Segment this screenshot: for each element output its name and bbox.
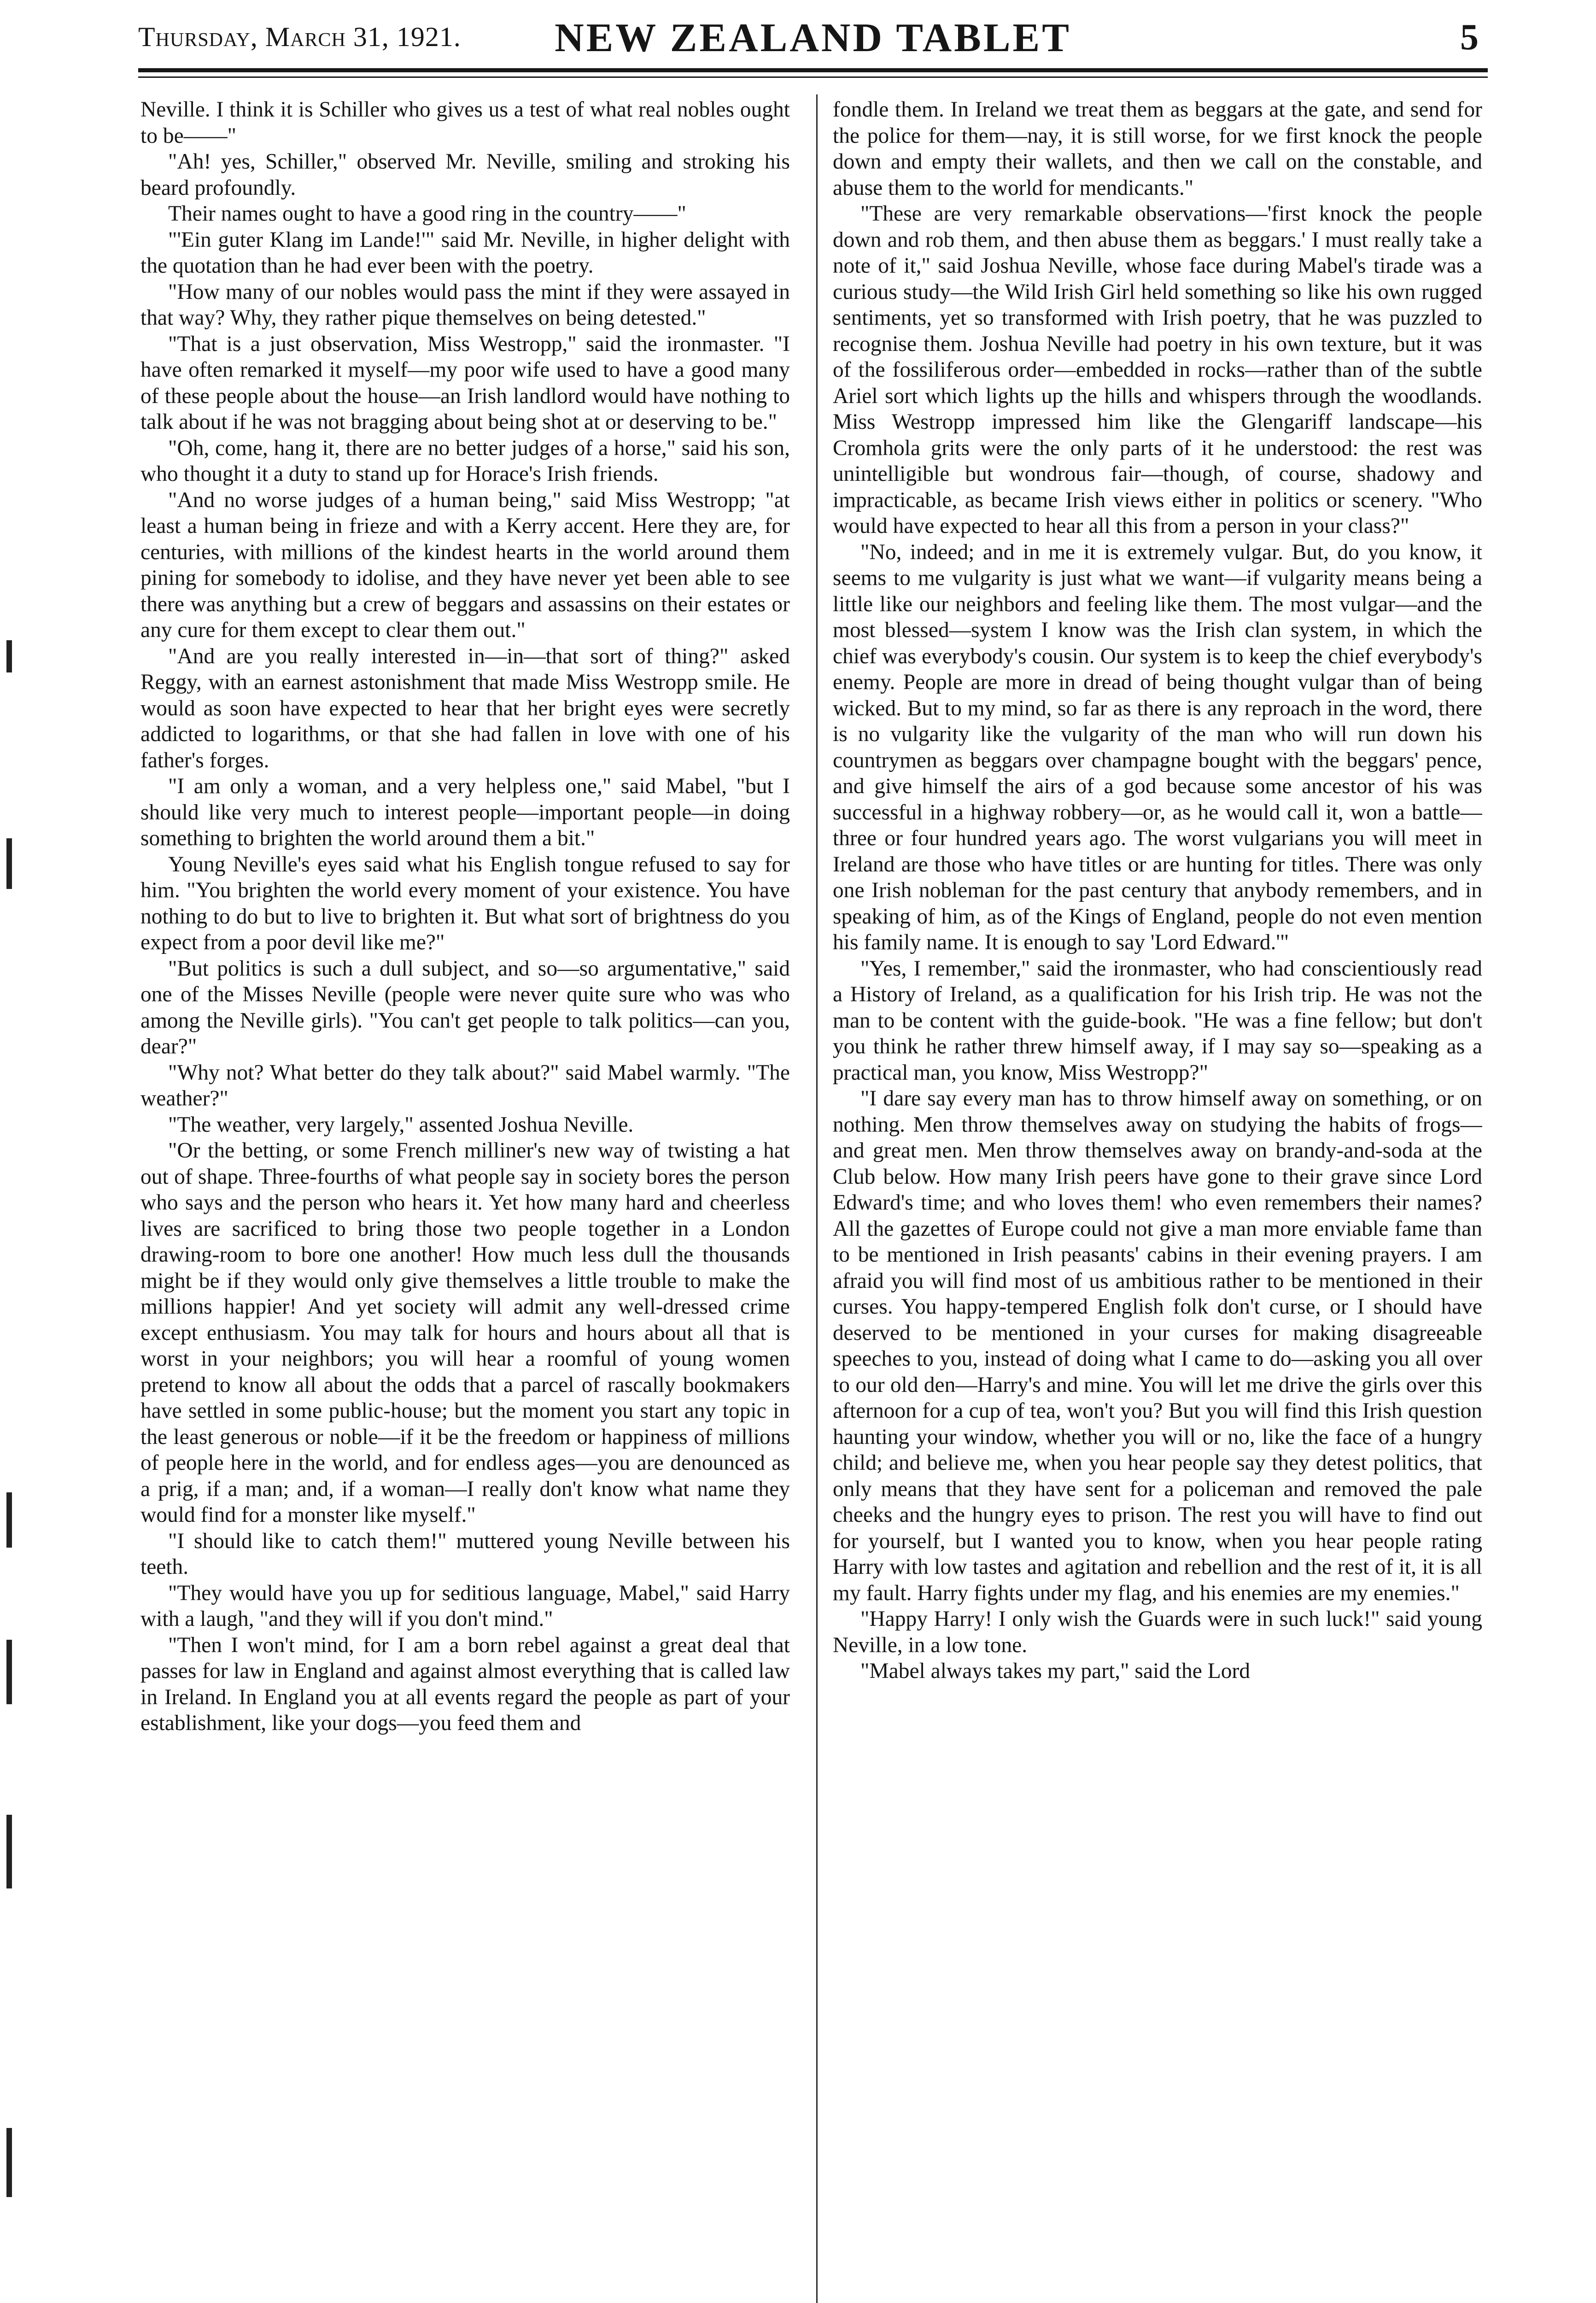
newspaper-title: NEW ZEALAND TABLET <box>555 16 1071 60</box>
left-column <box>140 97 790 2303</box>
paragraph: "Yes, I remember," said the ironmaster, who had conscientiously read a History of Ireland, as a qualification for his Irish trip. He was not the man to be content with the guide-book. "He was a fine fellow; but don't you think he rather threw himself away, if I may say so—speaking as a practical man, you know, Miss Westropp?" <box>833 956 1482 1085</box>
column-divider <box>816 94 818 2303</box>
scan-margin-mark <box>6 1815 12 1888</box>
scan-margin-mark <box>6 1492 12 1548</box>
page-number: 5 <box>1460 17 1479 58</box>
paragraph: "And no worse judges of a human being," said Miss Westropp; "at least a human being in frieze and with a Kerry accent. Here they are, for centuries, with millions of the kindest hearts in the world around them pining for somebody to idolise, and they have never yet been able to see there was anything but a crew of beggars and assassins on their estates or any cure for them except to clear them out." <box>140 488 790 642</box>
paragraph: "How many of our nobles would pass the mint if they were assayed in that way? Why, they rather pique themselves on being detested." <box>140 280 790 330</box>
masthead-rule-thick <box>138 68 1488 72</box>
paragraph: "But politics is such a dull subject, and so—so argumentative," said one of the Misses Neville (people were never quite sure who was who among the Neville girls). "You can't get people to talk politics—can you, dear?" <box>140 956 790 1058</box>
paragraph: fondle them. In Ireland we treat them as beggars at the gate, and send for the police for them—nay, it is still worse, for we first knock the people down and empty their wallets, and then we call on the constable, and abuse them to the world for mendicants." <box>833 98 1482 200</box>
paragraph: "Ah! yes, Schiller," observed Mr. Neville, smiling and stroking his beard profoundly. <box>140 150 790 200</box>
paragraph: "Mabel always takes my part," said the Lord <box>860 1659 1251 1683</box>
paragraph: Their names ought to have a good ring in the country——" <box>168 202 686 226</box>
paragraph: "'Ein guter Klang im Lande!'" said Mr. Neville, in higher delight with the quotation than he had ever been with the poetry. <box>140 228 790 278</box>
scan-margin-mark <box>6 2128 12 2197</box>
paragraph: "Then I won't mind, for I am a born rebel against a great deal that passes for law in England and against almost everything that is called law in Ireland. In England you at all events regard the people as part of your establishment, like your dogs—you feed them and <box>140 1633 790 1735</box>
scan-margin-mark <box>6 838 12 889</box>
paragraph: Neville. I think it is Schiller who gives us a test of what real nobles ought to be——" <box>140 98 790 148</box>
scan-margin-mark <box>6 640 12 672</box>
paragraph: Young Neville's eyes said what his English tongue refused to say for him. "You brighten the world every moment of your existence. You have nothing to do but to live to brighten it. But what sort of brightness do you expect from a poor devil like me?" <box>140 852 790 954</box>
paragraph: "And are you really interested in—in—that sort of thing?" asked Reggy, with an earnest astonishment that made Miss Westropp smile. He would as soon have expected to hear that her bright eyes were secretly addicted to logarithms, or that she had fallen in love with one of his father's forges. <box>140 644 790 772</box>
paragraph: "I dare say every man has to throw himself away on something, or on nothing. Men throw themselves away on studying the habits of frogs—and great men. Men throw themselves away on brandy-and-soda at the Club below. How many Irish peers have gone to their grave since Lord Edward's time; and who loves them! who even remembers their names? All the gazettes of Europe could not give a man more enviable fame than to be mentioned in Irish peasants' cabins in their evening prayers. I am afraid you will find most of us ambitious rather to be mentioned in their curses. You happy-tempered English folk don't curse, or I should have deserved to be mentioned in your curses for making disagreeable speeches to you, instead of doing what I came to do—asking you all over to our old den—Harry's and mine. You will let me drive the girls over this afternoon for a cup of tea, won't you? But you will find this Irish question haunting your window, whether you will or no, like the face of a hungry child; and believe me, when you hear people say they detest politics, that only means that they have sent for a policeman and removed the pale cheeks and the hungry eyes to prison. The rest you will have to find out for yourself, but I wanted you to know, when you hear people rating Harry with low tastes and agitation and rebellion and the rest of it, it is all my fault. Harry fights under my flag, and his enemies are my enemies." <box>833 1087 1482 1605</box>
paragraph: "These are very remarkable observations—'first knock the people down and rob them, and then abuse them as beggars.' I must really take a note of it," said Joshua Neville, whose face during Mabel's tirade was a curious study—the Wild Irish Girl held something so like his own rugged sentiments, yet so transformed with Irish poetry, that he was puzzled to recognise them. Joshua Neville had poetry in his own texture, but it was of the fossiliferous order—embedded in rocks—rather than of the subtle Ariel sort which lights up the hills and whispers through the woodlands. Miss Westropp impressed him like the Glengariff landscape—his Cromhola grits were the only parts of it he understood: the rest was unintelligible but wondrous fair—though, of course, shadowy and impracticable, as became Irish views either in politics or scenery. "Who would have expected to hear all this from a person in your class?" <box>833 202 1482 538</box>
paragraph: "I am only a woman, and a very helpless one," said Mabel, "but I should like very much to interest people—important people—in doing something to brighten the world around them a bit." <box>140 774 790 850</box>
paragraph: "Or the betting, or some French milliner's new way of twisting a hat out of shape. Three-fourths of what people say in society bores the person who says and the person who hears it. Yet how many hard and cheerless lives are sacrificed to bring those two people together in a London drawing-room to bore one another! How much less dull the thousands might be if they would only give themselves a little trouble to make the millions happier! And yet society will admit any well-dressed crime except enthusiasm. You may talk for hours and hours about all that is worst in your neighbors; you will hear a roomful of young women pretend to know all about the odds that a parcel of rascally bookmakers have settled in some public-house; but the moment you start any topic in the least generous or noble—if it be the freedom or happiness of millions of people here in the world, and for endless ages—you are denounced as a prig, if a man; and, if a woman—I really don't know what name they would find for a monster like myself." <box>140 1139 790 1527</box>
paragraph: "They would have you up for seditious language, Mabel," said Harry with a laugh, "and they will if you don't mind." <box>140 1581 790 1631</box>
paragraph: "Oh, come, hang it, there are no better judges of a horse," said his son, who thought it a duty to stand up for Horace's Irish friends. <box>140 436 790 486</box>
paragraph: "The weather, very largely," assented Joshua Neville. <box>168 1112 634 1137</box>
right-column <box>833 97 1482 2303</box>
paragraph: "That is a just observation, Miss Westropp," said the ironmaster. "I have often remarked it myself—my poor wife used to have a good many of these people about the house—an Irish landlord would have nothing to talk about if he was not bragging about being shot at or deserving to be." <box>140 332 790 434</box>
paragraph: "Why not? What better do they talk about?" said Mabel warmly. "The weather?" <box>140 1060 790 1111</box>
paragraph: "Happy Harry! I only wish the Guards were in such luck!" said young Neville, in a low tone. <box>833 1607 1482 1657</box>
scan-margin-mark <box>6 1640 12 1704</box>
paragraph: "I should like to catch them!" muttered young Neville between his teeth. <box>140 1529 790 1579</box>
issue-date: Thursday, March 31, 1921. <box>138 22 461 52</box>
paragraph: "No, indeed; and in me it is extremely vulgar. But, do you know, it seems to me vulgarity is just what we want—if vulgarity means being a little like our neighbors and feeling like them. The most vulgar—and the most blessed—system I know was the Irish clan system, in which the chief was everybody's cousin. Our system is to keep the chief everybody's enemy. People are more in dread of being thought vulgar than of being wicked. But to my mind, so far as there is any reproach in the word, there is no vulgarity like the vulgarity of the man who will run down his countrymen as beggars over champagne bought with the beggars' pence, and give himself the airs of a god because some ancestor of his was successful in a highway robbery—or, as he would call it, won a battle—three or four hundred years ago. The worst vulgarians you will meet in Ireland are those who have titles or are hunting for titles. There was only one Irish nobleman for the past century that anybody remembers, and in speaking of him, as of the Kings of England, people do not even mention his family name. It is enough to say 'Lord Edward.'" <box>833 540 1482 954</box>
masthead-rule-thin <box>138 76 1488 78</box>
